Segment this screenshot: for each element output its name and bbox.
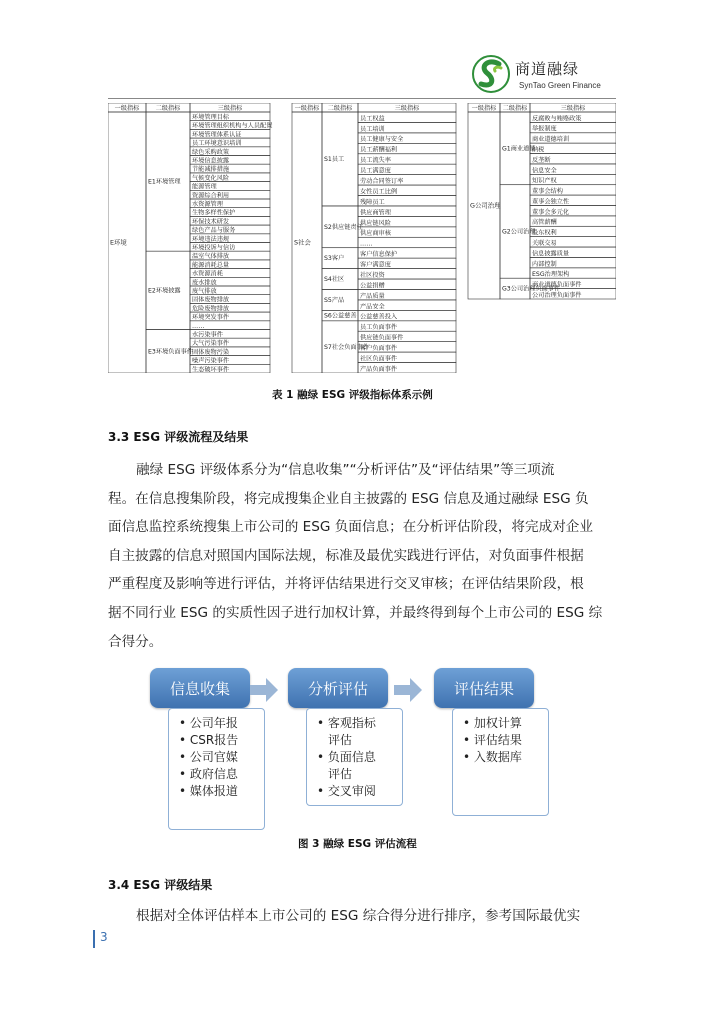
table-level3-cell: 产品负面事件 — [360, 365, 398, 373]
table-header-cell: 二级指标 — [327, 105, 353, 112]
table-level3-cell: 废水排放 — [192, 279, 217, 287]
table-level3-cell: 资源综合利用 — [192, 192, 230, 200]
table-level1-cell: G公司治理 — [470, 201, 501, 210]
table-header-cell: 三级指标 — [560, 105, 586, 112]
stage-item: • 政府信息 — [179, 766, 258, 783]
table-level3-cell: 公益捐赠 — [360, 282, 385, 290]
stage-items — [168, 708, 265, 830]
table-level3-cell: 供应商审核 — [360, 230, 391, 238]
section-heading-3-4: 3.4 ESG 评级结果 — [108, 878, 213, 892]
table-level3-cell: 产品安全 — [360, 303, 385, 311]
table-level3-cell: 固体废物排放 — [192, 296, 230, 304]
table-level3-cell: 知识产权 — [532, 177, 557, 185]
table-level3-cell: 产品质量 — [360, 292, 385, 300]
paragraph-line: 严重程度及影响等进行评估，并将评估结果进行交叉审核；在评估结果阶段，根 — [108, 576, 584, 593]
table-level3-cell: 供应商管理 — [360, 209, 391, 217]
page-number: 3 — [100, 930, 108, 944]
table-level3-cell: 客户负面事件 — [360, 345, 398, 353]
table-level2-cell: S1员工 — [324, 155, 345, 163]
table-level3-cell: 绿色采购政策 — [192, 148, 230, 156]
table-level2-cell: S4社区 — [324, 276, 345, 284]
figure-caption: 图 3 融绿 ESG 评估流程 — [298, 838, 417, 850]
table-level1-cell: E环境 — [110, 238, 127, 247]
table-header-cell: 三级指标 — [217, 105, 243, 112]
stage-title: 评估结果 — [434, 668, 534, 708]
table-level3-cell: 水资源管理 — [192, 200, 223, 208]
table-level2-cell: S5产品 — [324, 296, 345, 304]
paragraph-line: 融绿 ESG 评级体系分为“信息收集”“分析评估”及“评估结果”等三项流 — [136, 462, 555, 478]
table-level3-cell: 反腐败与贿赂政策 — [532, 115, 582, 123]
flow-arrow-icon — [250, 678, 278, 702]
results-paragraph — [108, 902, 616, 931]
table-level3-cell: 温室气体排放 — [192, 253, 230, 261]
table-level3-cell: 纳税 — [532, 146, 545, 154]
table-level3-cell: 反垄断 — [532, 156, 551, 164]
logo-text-cn: 商道融绿 — [515, 60, 580, 78]
paragraph-line: 据不同行业 ESG 的实质性因子进行加权计算，并最终得到每个上市公司的 ESG 综 — [108, 604, 603, 621]
table-header-cell: 二级指标 — [155, 105, 181, 112]
table-level3-cell: 环境违法违规 — [192, 235, 230, 243]
process-paragraph — [108, 456, 616, 656]
table-level2-cell: G1商业道德 — [502, 145, 536, 153]
table-level3-cell: 环境管理组织机构与人员配置 — [192, 122, 273, 130]
table-level3-cell: 员工薪酬福利 — [360, 146, 398, 154]
table-level3-cell: 社区投资 — [360, 271, 385, 279]
table-level3-cell: 水污染事件 — [192, 331, 223, 339]
header-divider — [108, 98, 616, 99]
table-level3-cell: 商业道德负面事件 — [532, 281, 582, 289]
table-level2-cell: E2环境披露 — [148, 287, 181, 295]
table-level3-cell: 环境管理体系认证 — [192, 131, 242, 139]
table-level3-cell: …… — [360, 240, 373, 248]
table-level3-cell: 高管薪酬 — [532, 219, 557, 227]
flow-arrow-icon — [394, 678, 422, 702]
table-level1-cell: S社会 — [294, 238, 311, 247]
esg-indicator-table-graphic — [108, 103, 616, 373]
table-level2-cell: G2公司治理 — [502, 228, 536, 236]
stage-title: 分析评估 — [288, 668, 388, 708]
table-level3-cell: 供应链负面事件 — [360, 334, 404, 342]
table-level3-cell: 关联交易 — [532, 239, 557, 247]
paragraph-line: 合得分。 — [108, 633, 163, 650]
stage-item-cont — [317, 732, 396, 749]
esg-process-diagram — [140, 668, 560, 828]
syntao-logo-icon — [471, 54, 511, 94]
table-level2-cell: E3环境负面事件 — [148, 348, 193, 356]
table-caption: 表 1 融绿 ESG 评级指标体系示例 — [272, 389, 433, 401]
paragraph-line: 自主披露的信息对照国内国际法规，标准及最优实践进行评估，对负面事件根据 — [108, 547, 584, 564]
table-level3-cell: 噪声污染事件 — [192, 357, 230, 365]
table-header-cell: 三级指标 — [394, 105, 420, 112]
logo-text-en: SynTao Green Finance — [519, 81, 601, 90]
table-level3-cell: 内部控制 — [532, 260, 557, 268]
table-level3-cell: 供应链风险 — [360, 219, 391, 227]
table-level2-cell: E1环境管理 — [148, 178, 181, 186]
table-level3-cell: 废气排放 — [192, 287, 217, 295]
paragraph-line: 程。在信息搜集阶段，将完成搜集企业自主披露的 ESG 信息及通过融绿 ESG 负 — [108, 490, 589, 507]
table-level3-cell: 董事会独立性 — [532, 198, 570, 206]
table-level3-cell: ESG治理架构 — [532, 271, 570, 279]
stage-title: 信息收集 — [150, 668, 250, 708]
table-level3-cell: 绿色产品与服务 — [192, 227, 236, 235]
table-level3-cell: 节能减排措施 — [192, 166, 230, 174]
section-heading-3-3: 3.3 ESG 评级流程及结果 — [108, 430, 249, 444]
table-level3-cell: …… — [192, 322, 205, 330]
table-level3-cell: 员工培训 — [360, 125, 385, 133]
table-level3-cell: 生态破坏事件 — [192, 366, 230, 373]
table-level3-cell: 公益慈善投入 — [360, 313, 398, 321]
table-level3-cell: 危险废物排放 — [192, 305, 230, 313]
stage-item: • 加权计算 — [463, 715, 542, 732]
stage-item: • 公司年报 — [179, 715, 258, 732]
table-level3-cell: 股东权利 — [532, 229, 557, 237]
company-logo — [471, 52, 631, 96]
table-level2-cell: S2供应链责任 — [324, 223, 363, 231]
table-level3-cell: 环境信息披露 — [192, 157, 230, 165]
stage-item-cont-text: 评估 — [328, 767, 353, 781]
stage-item: • 媒体报道 — [179, 783, 258, 800]
table-level3-cell: 董事会结构 — [532, 188, 563, 196]
table-level3-cell: 环境管理目标 — [192, 113, 230, 121]
table-level3-cell: 环保技术研发 — [192, 218, 230, 226]
stage-item: • 公司官媒 — [179, 749, 258, 766]
table-level3-cell: 劳动合同签订率 — [360, 177, 404, 185]
stage-item: • 评估结果 — [463, 732, 542, 749]
table-level3-cell: 能源消耗总量 — [192, 261, 230, 269]
table-level2-cell: S3客户 — [324, 255, 345, 263]
table-header-cell: 一级指标 — [471, 105, 497, 112]
table-level2-cell: S7社会负面事件 — [324, 343, 369, 351]
table-level3-cell: 环境突发事件 — [192, 314, 230, 322]
table-level3-cell: 信息披露质量 — [532, 250, 570, 258]
table-level3-cell: 气候变化风险 — [192, 174, 230, 182]
table-header-cell: 一级指标 — [114, 105, 140, 112]
table-level3-cell: 社区负面事件 — [360, 355, 398, 363]
table-level3-cell: 能源管理 — [192, 183, 217, 191]
table-level3-cell: 信息安全 — [532, 167, 557, 175]
table-level3-cell: 员工流失率 — [360, 157, 391, 165]
paragraph-line: 根据对全体评估样本上市公司的 ESG 综合得分进行排序，参考国际最优实 — [136, 908, 581, 924]
page-number-bar — [93, 930, 95, 948]
paragraph-line: 面信息监控系统搜集上市公司的 ESG 负面信息；在分析评估阶段，将完成对企业 — [108, 519, 593, 536]
table-level3-cell: 女性员工比例 — [360, 188, 398, 196]
table-header-cell: 一级指标 — [294, 105, 320, 112]
stage-item-cont-text: 评估 — [328, 733, 353, 747]
table-level3-cell: 商业道德培训 — [532, 136, 570, 144]
table-cell-border — [358, 237, 456, 247]
table-level3-cell: 客户满意度 — [360, 261, 391, 269]
table-level3-cell: 员工负面事件 — [360, 324, 398, 332]
stage-item: • 客观指标 — [317, 715, 396, 732]
stage-item: • 交叉审阅 — [317, 783, 396, 800]
table-level3-cell: 员工健康与安全 — [360, 136, 404, 144]
stage-items — [306, 708, 403, 806]
stage-items — [452, 708, 549, 816]
stage-item: • CSR报告 — [179, 732, 258, 749]
table-level3-cell: 员工环境意识培训 — [192, 140, 242, 148]
table-level3-cell: 环境投诉与信访 — [192, 244, 236, 252]
table-level3-cell: 生物多样性保护 — [192, 209, 236, 217]
table-level2-cell: S6公益慈善 — [324, 312, 357, 320]
table-level3-cell: 举报制度 — [532, 125, 557, 133]
table-level3-cell: 员工满意度 — [360, 167, 391, 175]
stage-item: • 入数据库 — [463, 749, 542, 766]
stage-item-cont — [317, 766, 396, 783]
table-level3-cell: 残障员工 — [360, 198, 385, 206]
table-header-cell: 二级指标 — [502, 105, 528, 112]
table-level3-cell: 客户信息保护 — [360, 251, 398, 259]
esg-indicator-table — [108, 103, 616, 373]
table-level2-cell: G3公司治理负面事件 — [502, 285, 561, 293]
table-level3-cell: 董事会多元化 — [532, 208, 570, 216]
table-level3-cell: 固体废物污染 — [192, 348, 230, 356]
table-level3-cell: 水资源消耗 — [192, 270, 223, 278]
stage-item: • 负面信息 — [317, 749, 396, 766]
table-level3-cell: 公司治理负面事件 — [532, 291, 582, 299]
table-level3-cell: 员工权益 — [360, 115, 385, 123]
table-level3-cell: 大气污染事件 — [192, 340, 230, 348]
